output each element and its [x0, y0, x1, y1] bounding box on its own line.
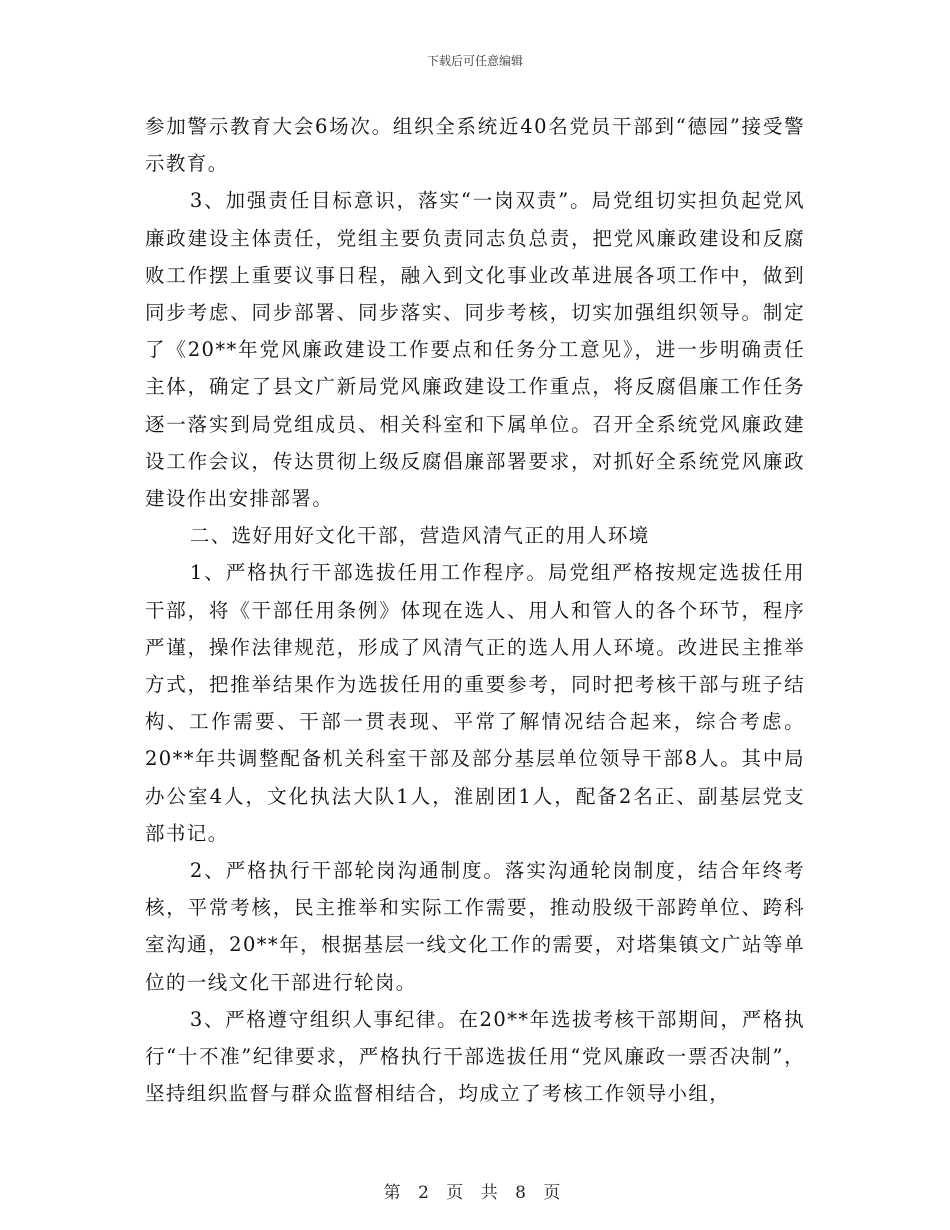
paragraph: 2、严格执行干部轮岗沟通制度。落实沟通轮岗制度，结合年终考核，平常考核，民主推举和实际工作需要，推动股级干部跨单位、跨科室沟通，20**年，根据基层一线文化工作的需要，对塔集镇文广站等单位的一线文化干部进行轮岗。 [145, 859, 805, 994]
section-heading: 二、选好用好文化干部，营造风清气正的用人环境 [189, 524, 650, 548]
page-header-note: 下载后可任意编辑 [426, 54, 523, 68]
paragraph: 1、严格执行干部选拔任用工作程序。局党组严格按规定选拔任用干部，将《干部任用条例》体现在选人、用人和管人的各个环节，程序严谨，操作法律规范，形成了风清气正的选人用人环境。改进民主推举方式，把推举结果作为选拔任用的重要参考，同时把考核干部与班子结构、工作需要、干部一贯表现、平常了解情况结合起来，综合考虑。20**年共调整配备机关科室干部及部分基层单位领导干部8人。其中局办公室4人，文化执法大队1人，淮剧团1人，配备2名正、副基层党支部书记。 [145, 561, 805, 845]
paragraph: 3、加强责任目标意识，落实“一岗双责”。局党组切实担负起党风廉政建设主体责任，党组主要负责同志负总责，把党风廉政建设和反腐败工作摆上重要议事日程，融入到文化事业改革进展各项工作中，做到同步考虑、同步部署、同步落实、同步考核，切实加强组织领导。制定了《20**年党风廉政建设工作要点和任务分工意见》，进一步明确责任主体，确定了县文广新局党风廉政建设工作重点，将反腐倡廉工作任务逐一落实到局党组成员、相关科室和下属单位。召开全系统党风廉政建设工作会议，传达贯彻上级反腐倡廉部署要求，对抓好全系统党风廉政建设作出安排部署。 [145, 189, 805, 511]
paragraph: 参加警示教育大会6场次。组织全系统近40名党员干部到“德园”接受警示教育。 [145, 115, 805, 176]
paragraph: 3、严格遵守组织人事纪律。在20**年选拔考核干部期间，严格执行“十不准”纪律要求，严格执行干部选拔任用“党风廉政一票否决制”，坚持组织监督与群众监督相结合，均成立了考核工作领导小组， [145, 1007, 805, 1106]
document-body [145, 108, 805, 1112]
page-number: 第 2 页 共 8 页 [383, 1183, 567, 1203]
